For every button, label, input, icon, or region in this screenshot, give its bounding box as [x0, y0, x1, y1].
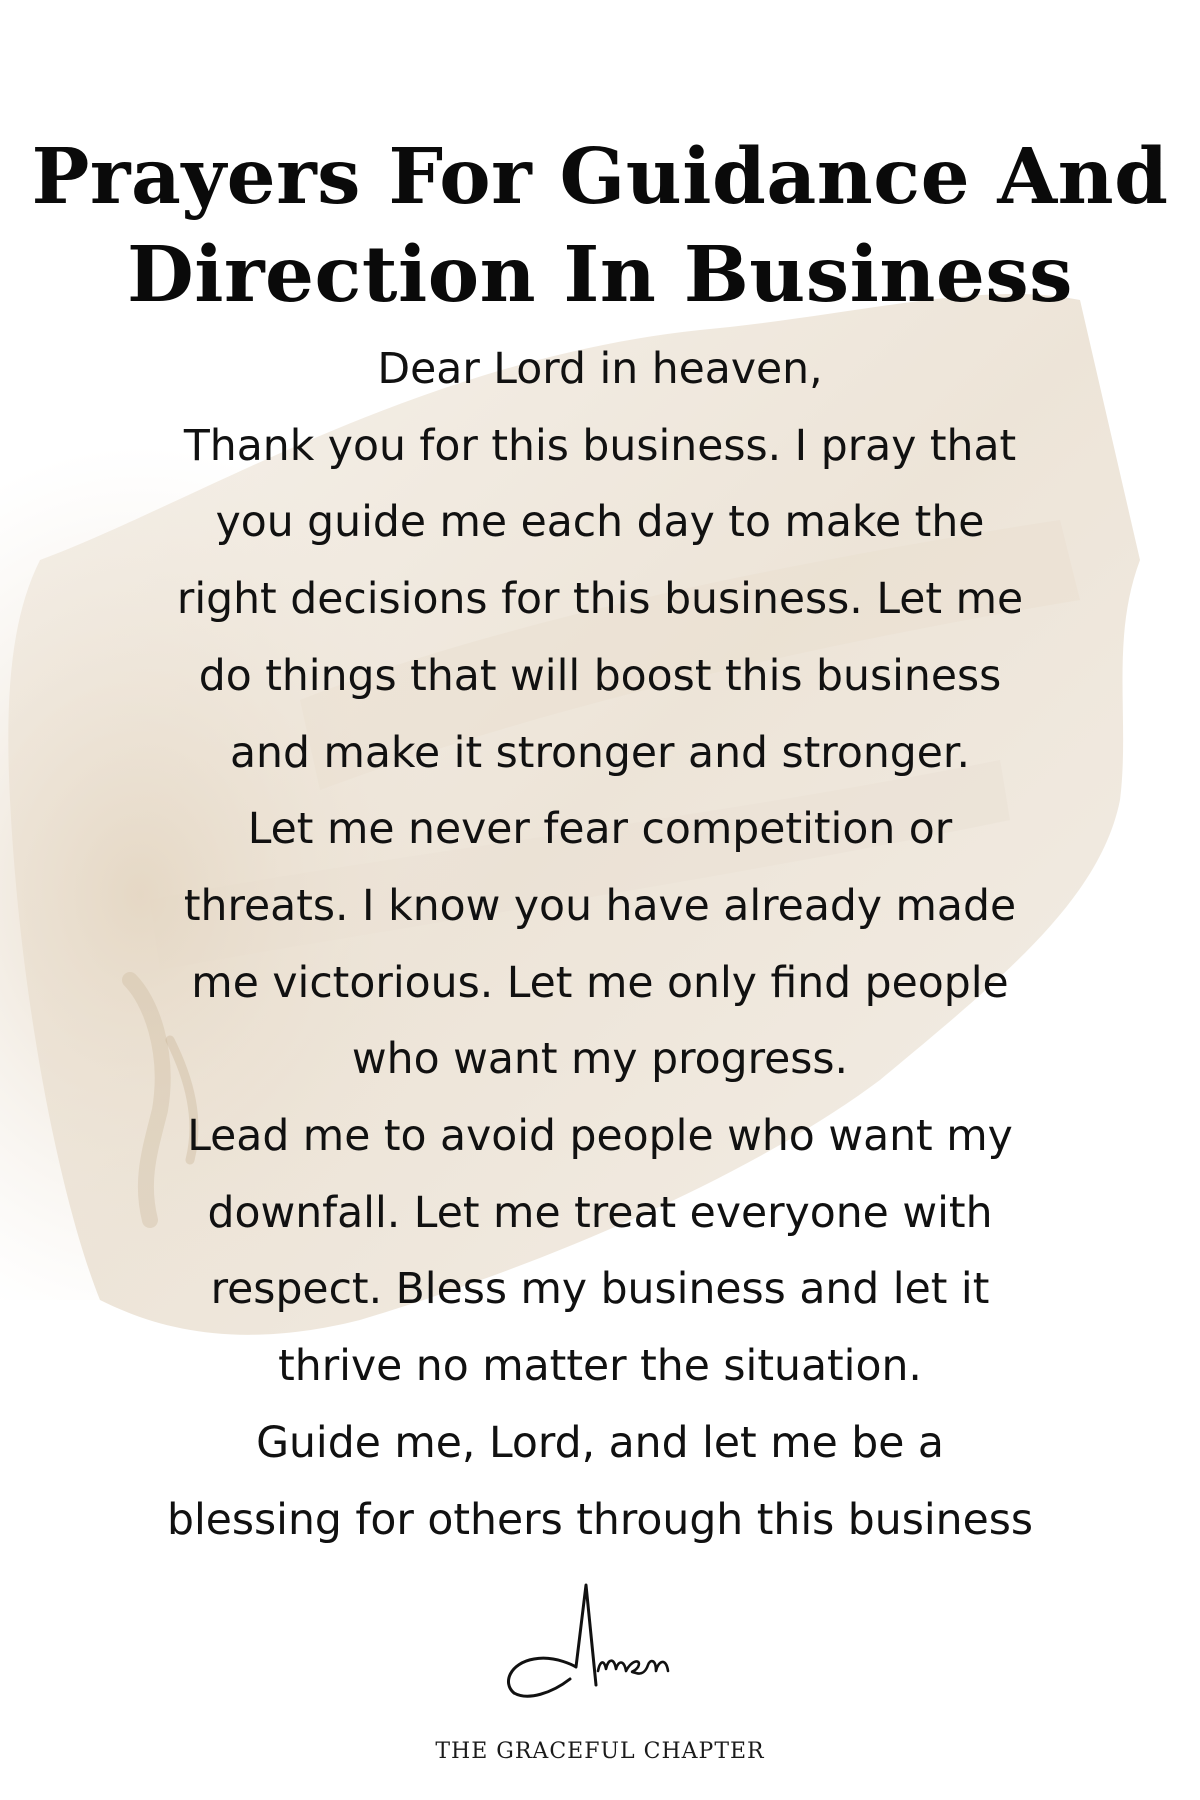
prayer-text	[0, 332, 1200, 1559]
title-line: Prayers For Guidance And	[31, 132, 1169, 222]
prayer-line: do things that will boost this business	[198, 651, 1002, 701]
prayer-line: you guide me each day to make the	[215, 498, 985, 548]
prayer-line: threats. I know you have already made	[183, 881, 1017, 931]
brand-footer: THE GRACEFUL CHAPTER	[435, 1739, 765, 1764]
prayer-line: right decisions for this business. Let me	[176, 575, 1024, 625]
prayer-line: Lead me to avoid people who want my	[187, 1112, 1013, 1162]
prayer-line: downfall. Let me treat everyone with	[207, 1188, 993, 1238]
amen-signature	[500, 1575, 720, 1715]
prayer-line: me victorious. Let me only find people	[191, 958, 1009, 1008]
page-title	[0, 128, 1200, 324]
title-line: Direction In Business	[126, 230, 1074, 320]
prayer-line: and make it stronger and stronger.	[230, 728, 970, 778]
prayer-line: Guide me, Lord, and let me be a	[256, 1418, 944, 1468]
prayer-line: respect. Bless my business and let it	[210, 1265, 990, 1315]
prayer-line: Thank you for this business. I pray that	[183, 421, 1017, 471]
prayer-line: who want my progress.	[351, 1035, 849, 1085]
prayer-line: Dear Lord in heaven,	[377, 345, 823, 394]
prayer-line: Let me never fear competition or	[247, 805, 953, 855]
prayer-line: blessing for others through this business	[166, 1495, 1034, 1545]
prayer-line: thrive no matter the situation.	[278, 1342, 922, 1392]
